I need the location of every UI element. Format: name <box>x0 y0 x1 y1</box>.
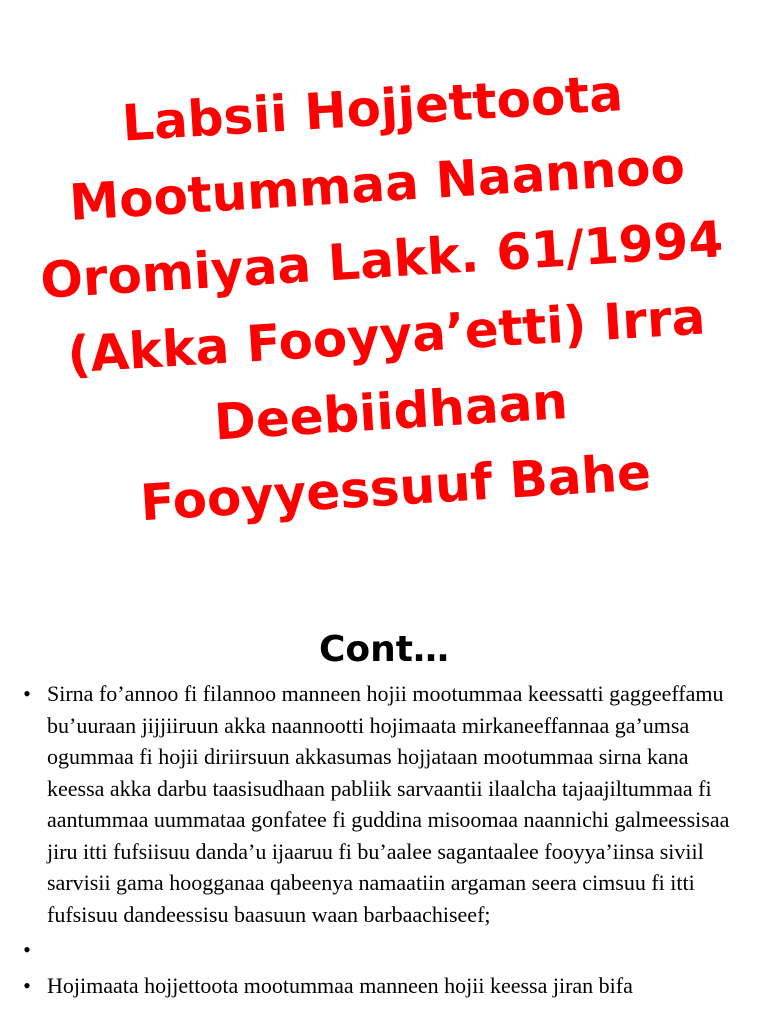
bullet-marker: • <box>23 972 31 998</box>
title-line: Deebiidhaan <box>212 372 570 452</box>
bullet-item <box>20 970 750 1002</box>
bullet-text: Hojimaata hojjettoota mootummaa manneen hojii keessa jiran bifa <box>47 972 633 998</box>
slide-subtitle: Cont… <box>319 629 449 670</box>
bullet-list <box>20 678 750 1005</box>
bullet-marker: • <box>23 937 31 962</box>
title-line: Fooyyessuuf Bahe <box>138 443 653 533</box>
bullet-item <box>20 678 750 930</box>
bullet-item <box>20 934 750 966</box>
bullet-text: Sirna fo’annoo fi filannoo manneen hojii mootummaa keessatti gaggeeffamu bu’uuraan jijjiiruun akka naannootti hojimaata mirkaneeffannaa ga’umsa ogummaa fi hojii diriirsuun akkasumas hojjataan mootummaa sirna kana keessa akka darbu taasisudhaan pabliik sarvaantii ilaalcha tajaajiltummaa fi aantummaa uummataa gonfatee fi guddina misoomaa naannichi galmeessisaa jiru itti fufsiisuu danda’u ijaaruu fi bu’aalee sagantaalee fooyya’iinsa siviil sarvisii gama hoogganaa qabeenya namaatiin argaman seera cimsuu fi itti fufsisuu dandeessisu baasuun waan barbaachiseef; <box>47 681 730 927</box>
bullet-marker: • <box>23 681 31 706</box>
slide-title <box>21 49 748 547</box>
title-line: Labsii Hojjettoota <box>120 64 625 153</box>
title-line: (Akka Fooyya’etti) Irra <box>65 287 707 385</box>
bullet-text <box>47 934 750 966</box>
title-line: Mootummaa Naannoo <box>67 136 687 232</box>
title-area <box>0 38 768 558</box>
title-line: Oromiyaa Lakk. 61/1994 <box>38 210 725 310</box>
